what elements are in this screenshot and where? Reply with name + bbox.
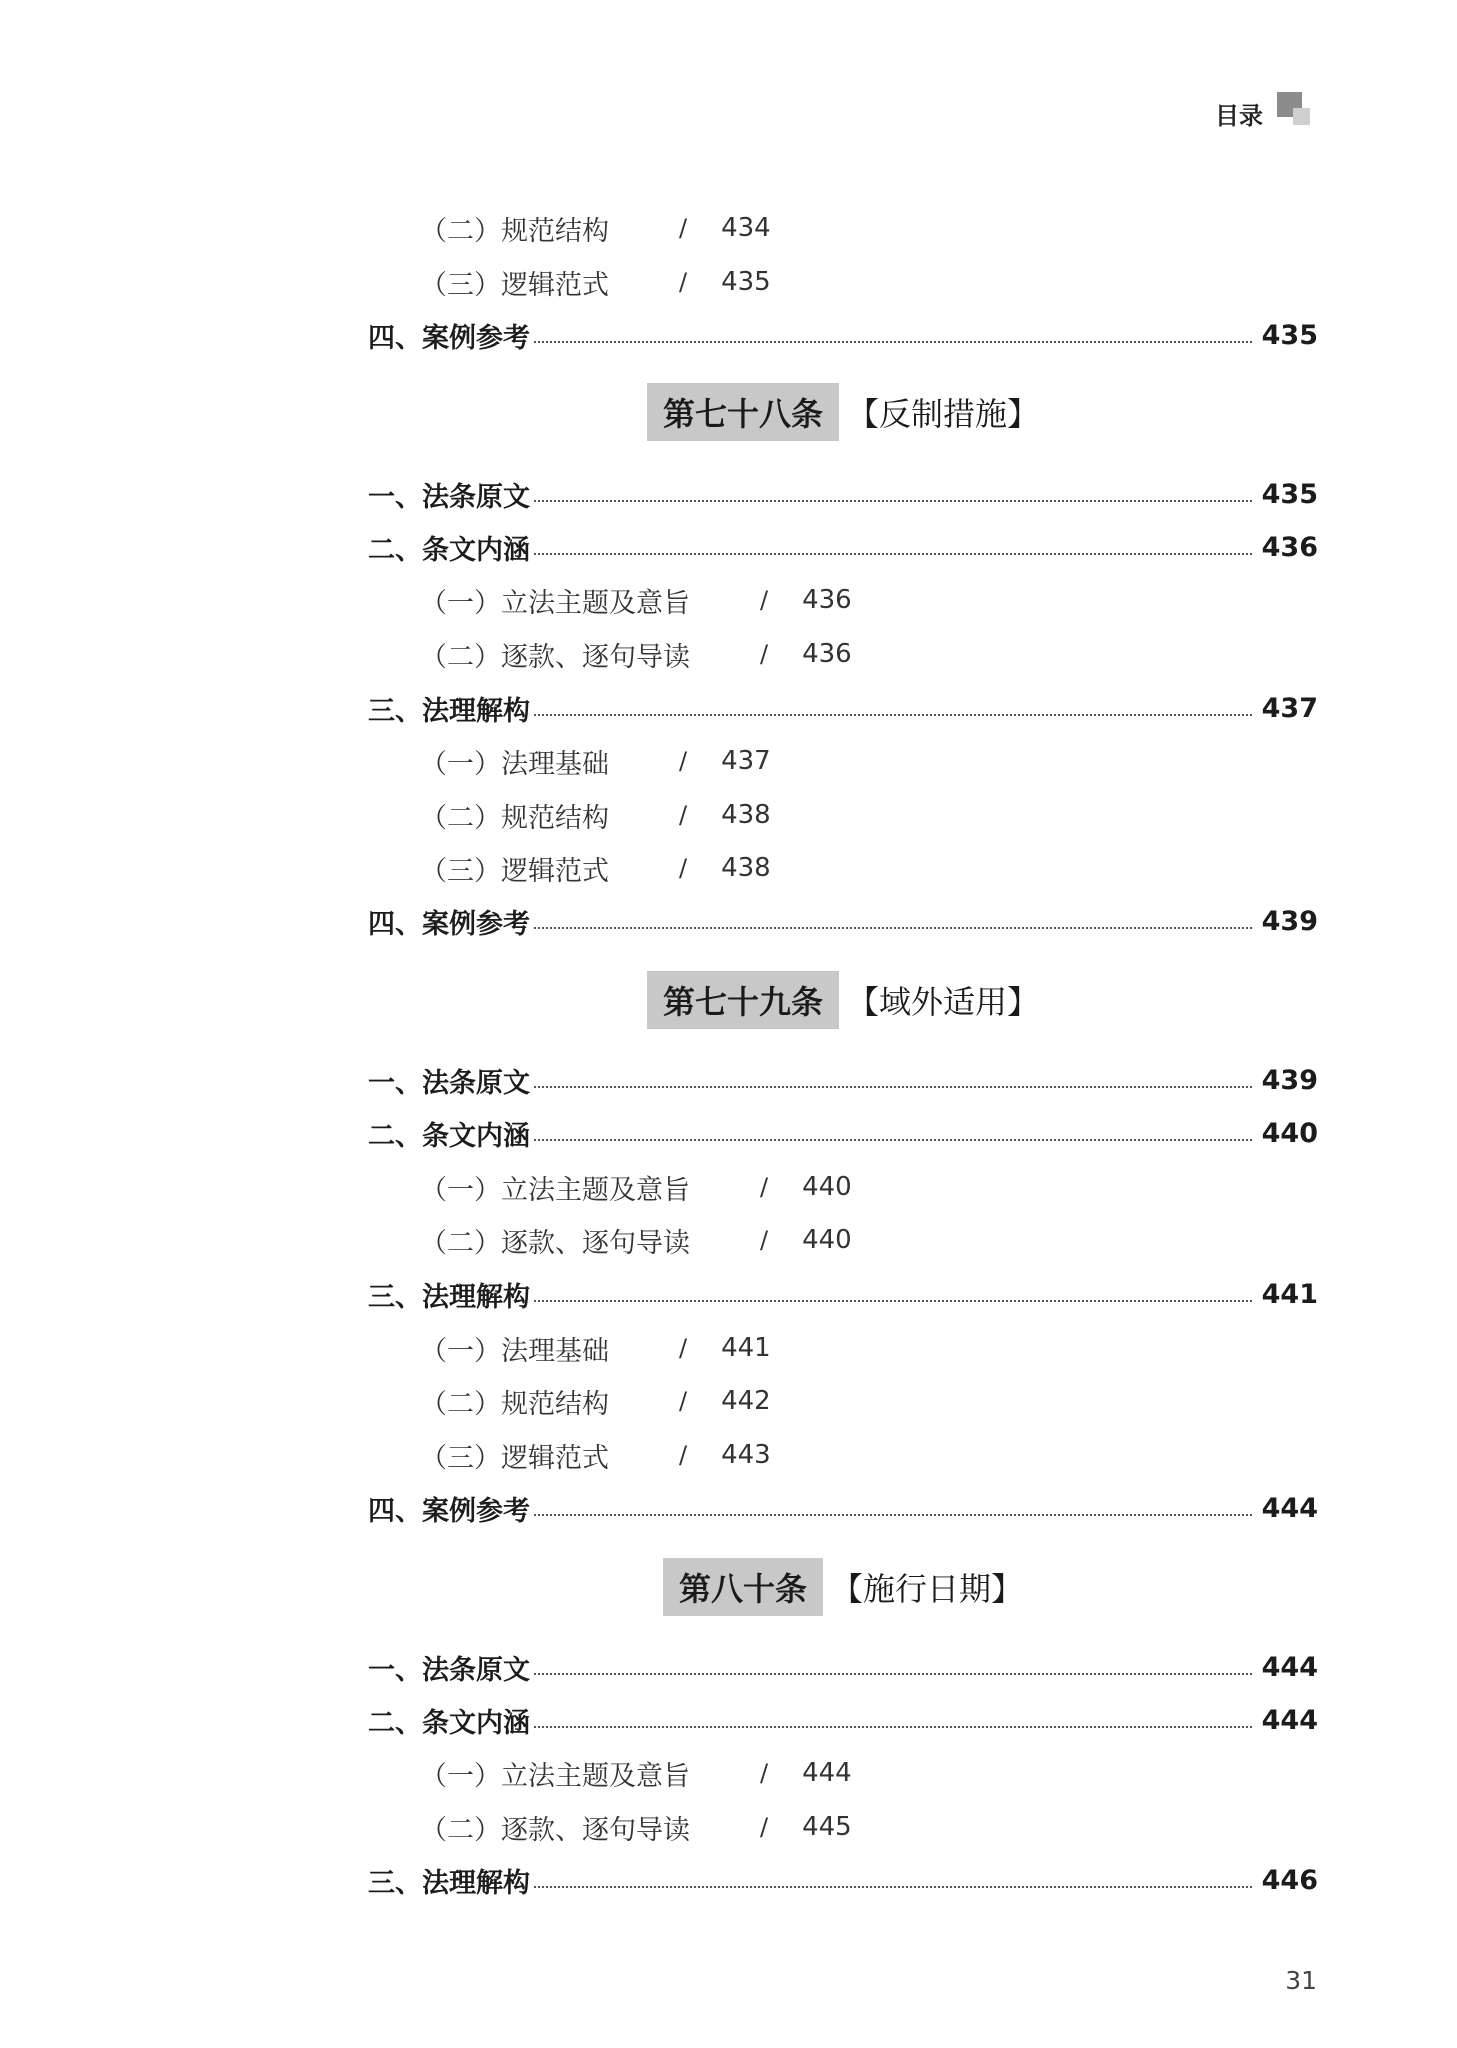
dot-leader [534,1139,1252,1141]
toc-subentry-page: 437 [721,746,771,776]
toc-subentry[interactable] [420,1753,1370,1793]
separator-slash: / [679,801,688,829]
toc-subentry-page: 434 [721,213,771,243]
toc-subentry-title: （一）法理基础 [420,1335,609,1367]
toc-entry-page: 440 [1261,1117,1318,1149]
toc-entry-page: 435 [1261,319,1318,351]
toc-subentry-page: 435 [721,267,771,297]
separator-slash: / [679,214,688,242]
toc-entry-page: 444 [1261,1492,1318,1524]
toc-entry-page: 444 [1261,1704,1318,1736]
toc-entry[interactable] [368,1113,1318,1153]
toc-subentry-title: （二）规范结构 [420,215,609,247]
toc-subentry-title: （三）逻辑范式 [420,1442,609,1474]
toc-subentry-page: 440 [802,1172,852,1202]
toc-entry-title: 四、案例参考 [368,1495,530,1527]
toc-subentry-page: 441 [721,1333,771,1363]
article-topic: 【反制措施】 [847,395,1040,433]
toc-subentry-page: 443 [721,1440,771,1470]
article-heading [368,974,1318,1026]
toc-entry-title: 三、法理解构 [368,695,530,727]
toc-entry-page: 446 [1261,1864,1318,1896]
toc-entry[interactable] [368,527,1318,567]
header-title: 目录 [1215,102,1263,130]
running-header [1215,92,1311,131]
toc-entry-title: 二、条文内涵 [368,1707,530,1739]
toc-subentry-page: 436 [802,639,852,669]
toc-subentry-page: 438 [721,800,771,830]
toc-subentry[interactable] [420,1220,1370,1260]
toc-entry-page: 439 [1261,905,1318,937]
toc-subentry[interactable] [420,741,1370,781]
dot-leader [534,1673,1252,1675]
toc-subentry-title: （三）逻辑范式 [420,269,609,301]
toc-subentry[interactable] [420,1807,1370,1847]
toc-subentry-title: （二）规范结构 [420,1388,609,1420]
toc-subentry-title: （一）法理基础 [420,748,609,780]
toc-entry[interactable] [368,688,1318,728]
toc-entry-page: 436 [1261,531,1318,563]
dot-leader [534,714,1252,716]
toc-subentry-page: 436 [802,585,852,615]
toc-entry-title: 一、法条原文 [368,1654,530,1686]
toc-subentry-page: 445 [802,1812,852,1842]
toc-entry[interactable] [368,1488,1318,1528]
header-decoration-icon [1277,92,1311,126]
separator-slash: / [679,1334,688,1362]
toc-entry-title: 一、法条原文 [368,481,530,513]
dot-leader [534,1086,1252,1088]
separator-slash: / [760,586,769,614]
separator-slash: / [760,1173,769,1201]
separator-slash: / [679,747,688,775]
header-square-light [1293,108,1310,125]
separator-slash: / [760,1226,769,1254]
toc-subentry-page: 438 [721,853,771,883]
separator-slash: / [679,854,688,882]
separator-slash: / [679,268,688,296]
toc-entry[interactable] [368,1060,1318,1100]
toc-subentry-title: （一）立法主题及意旨 [420,1760,690,1792]
toc-subentry-title: （一）立法主题及意旨 [420,587,690,619]
article-topic: 【域外适用】 [847,983,1040,1021]
page-number: 31 [1285,1966,1317,1995]
toc-entry-title: 四、案例参考 [368,908,530,940]
toc-subentry[interactable] [420,634,1370,674]
dot-leader [534,927,1252,929]
dot-leader [534,341,1252,343]
toc-subentry[interactable] [420,208,1370,248]
toc-subentry[interactable] [420,1167,1370,1207]
toc-entry[interactable] [368,1700,1318,1740]
toc-subentry-title: （三）逻辑范式 [420,855,609,887]
toc-subentry[interactable] [420,795,1370,835]
dot-leader [534,1514,1252,1516]
toc-entry[interactable] [368,1274,1318,1314]
toc-entry[interactable] [368,1647,1318,1687]
toc-entry-page: 439 [1261,1064,1318,1096]
article-heading [368,1561,1318,1613]
toc-subentry[interactable] [420,1328,1370,1368]
toc-entry-title: 四、案例参考 [368,322,530,354]
toc-subentry[interactable] [420,1435,1370,1475]
separator-slash: / [760,1813,769,1841]
toc-entry-page: 441 [1261,1278,1318,1310]
separator-slash: / [679,1441,688,1469]
toc-subentry-title: （二）逐款、逐句导读 [420,1227,690,1259]
dot-leader [534,1886,1252,1888]
toc-entry-page: 437 [1261,692,1318,724]
dot-leader [534,553,1252,555]
article-number: 第七十八条 [647,383,839,441]
article-number: 第七十九条 [647,971,839,1029]
toc-subentry-title: （一）立法主题及意旨 [420,1174,690,1206]
toc-subentry[interactable] [420,848,1370,888]
separator-slash: / [679,1387,688,1415]
dot-leader [534,1726,1252,1728]
dot-leader [534,1300,1252,1302]
toc-entry[interactable] [368,474,1318,514]
toc-entry-title: 三、法理解构 [368,1281,530,1313]
toc-entry-page: 444 [1261,1651,1318,1683]
toc-entry-page: 435 [1261,478,1318,510]
separator-slash: / [760,1759,769,1787]
toc-subentry[interactable] [420,1381,1370,1421]
toc-subentry-title: （二）逐款、逐句导读 [420,1814,690,1846]
article-number: 第八十条 [663,1558,823,1616]
toc-entry-title: 一、法条原文 [368,1067,530,1099]
toc-subentry[interactable] [420,262,1370,302]
toc-subentry-page: 442 [721,1386,771,1416]
article-topic: 【施行日期】 [831,1570,1024,1608]
toc-entry[interactable] [368,1860,1318,1900]
toc-entry-title: 二、条文内涵 [368,1120,530,1152]
toc-entry-title: 三、法理解构 [368,1867,530,1899]
toc-entry[interactable] [368,901,1318,941]
article-heading [368,386,1318,438]
toc-entry[interactable] [368,315,1318,355]
toc-subentry-title: （二）规范结构 [420,802,609,834]
toc-subentry-title: （二）逐款、逐句导读 [420,641,690,673]
toc-subentry-page: 440 [802,1225,852,1255]
separator-slash: / [760,640,769,668]
dot-leader [534,500,1252,502]
toc-subentry-page: 444 [802,1758,852,1788]
toc-entry-title: 二、条文内涵 [368,534,530,566]
toc-subentry[interactable] [420,580,1370,620]
